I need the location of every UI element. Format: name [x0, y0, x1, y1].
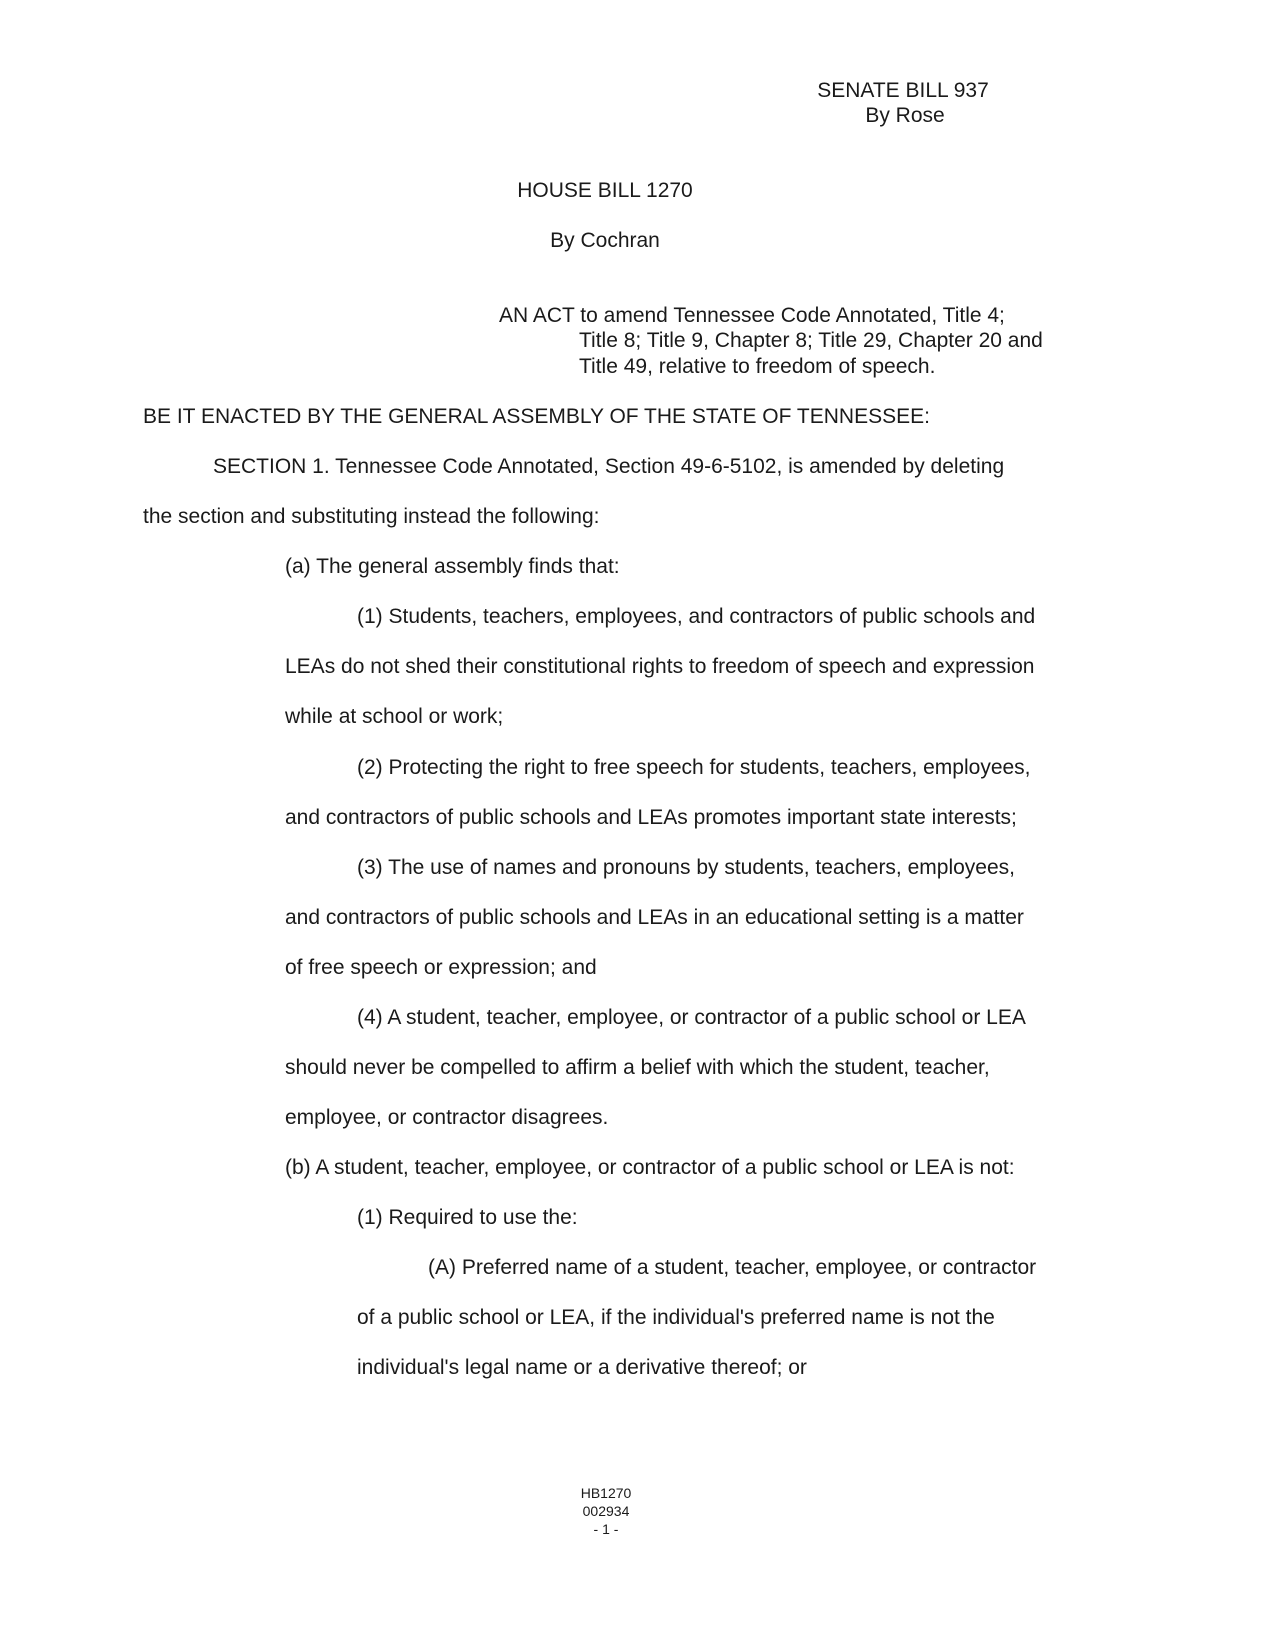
- body-line: of a public school or LEA, if the individual's preferred name is not the: [357, 1306, 995, 1329]
- body-line: (b) A student, teacher, employee, or contractor of a public school or LEA is not:: [285, 1156, 1015, 1179]
- body-line: the section and substituting instead the following:: [143, 505, 600, 528]
- body-line: (A) Preferred name of a student, teacher, employee, or contractor: [428, 1256, 1037, 1279]
- body-line: (4) A student, teacher, employee, or contractor of a public school or LEA: [357, 1006, 1026, 1029]
- senate-sponsor: By Rose: [865, 104, 945, 127]
- house-sponsor: By Cochran: [550, 229, 660, 252]
- body-line: (2) Protecting the right to free speech for students, teachers, employees,: [357, 756, 1031, 779]
- body-line: employee, or contractor disagrees.: [285, 1106, 609, 1129]
- caption-line: Title 8; Title 9, Chapter 8; Title 29, Chapter 20 and: [579, 329, 1043, 352]
- body-line: LEAs do not shed their constitutional rights to freedom of speech and expression: [285, 655, 1035, 678]
- body-line: of free speech or expression; and: [285, 956, 597, 979]
- house-bill-number: HOUSE BILL 1270: [517, 179, 693, 202]
- caption-line: Title 49, relative to freedom of speech.: [579, 355, 936, 378]
- body-line: SECTION 1. Tennessee Code Annotated, Section 49-6-5102, is amended by deleting: [213, 455, 1005, 478]
- body-line: (a) The general assembly finds that:: [285, 555, 620, 578]
- enacting-clause: BE IT ENACTED BY THE GENERAL ASSEMBLY OF THE STATE OF TENNESSEE:: [143, 405, 930, 428]
- body-line: and contractors of public schools and LEAs in an educational setting is a matter: [285, 906, 1024, 929]
- footer-page-number: - 1 -: [593, 1521, 619, 1537]
- caption-line: AN ACT to amend Tennessee Code Annotated, Title 4;: [499, 304, 1005, 327]
- footer-bill-number: HB1270: [580, 1485, 632, 1501]
- body-line: (1) Students, teachers, employees, and contractors of public schools and: [357, 605, 1036, 628]
- body-line: individual's legal name or a derivative thereof; or: [357, 1356, 807, 1379]
- senate-bill-number: SENATE BILL 937: [817, 79, 989, 102]
- body-line: and contractors of public schools and LEAs promotes important state interests;: [285, 806, 1017, 829]
- body-line: (3) The use of names and pronouns by students, teachers, employees,: [357, 856, 1015, 879]
- body-line: (1) Required to use the:: [357, 1206, 578, 1229]
- body-line: should never be compelled to affirm a belief with which the student, teacher,: [285, 1056, 990, 1079]
- body-line: while at school or work;: [285, 705, 504, 728]
- footer-drafting-code: 002934: [582, 1503, 630, 1519]
